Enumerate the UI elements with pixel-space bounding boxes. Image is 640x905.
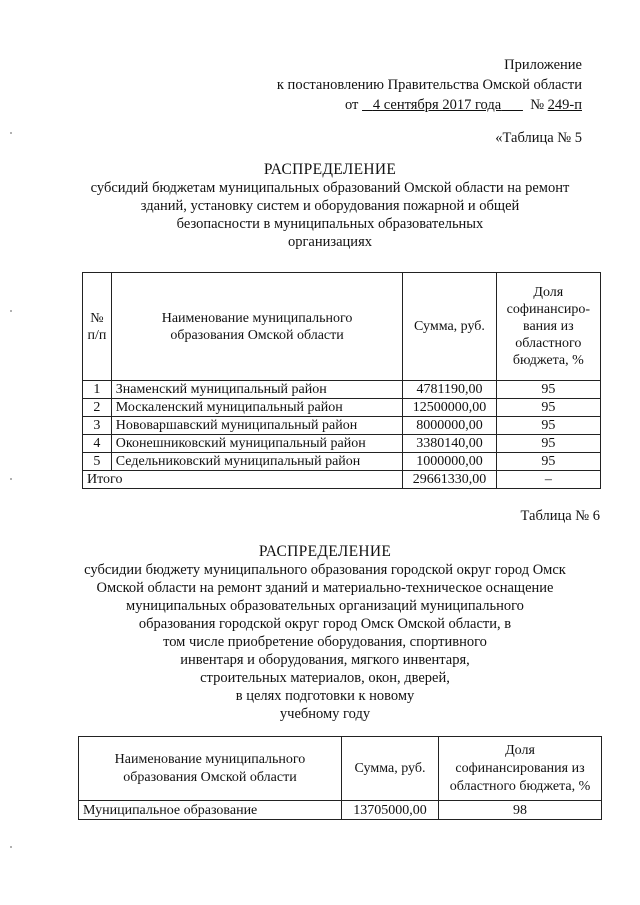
table5 <box>82 272 601 489</box>
table6-subtitle-line: муниципальных образовательных организаций муниципального <box>126 598 524 614</box>
document-header <box>277 55 582 115</box>
table-row: 1 Знаменский муниципальный район 4781190,00 95 <box>83 381 601 399</box>
table6-title: РАСПРЕДЕЛЕНИЕ <box>258 543 392 560</box>
table5-subtitle-line: субсидий бюджетам муниципальных образований Омской области на ремонт <box>90 180 570 196</box>
table-row: Муниципальное образование 13705000,00 98 <box>79 801 602 820</box>
col-name-header: Наименование муниципального образования Омской области <box>111 273 403 381</box>
table6-heading <box>60 543 590 723</box>
table6-subtitle-line: строительных материалов, окон, дверей, <box>200 670 450 686</box>
table5-label: «Таблица № 5 <box>495 130 582 146</box>
col-name-header: Наименование муниципального образования Омской области <box>79 737 342 801</box>
resolution-date: 4 сентября 2017 года <box>372 97 502 113</box>
total-label: Итого <box>83 471 403 489</box>
table6-subtitle-line: Омской области на ремонт зданий и материально-техническое оснащение <box>96 580 554 596</box>
date-number-line: от 4 сентября 2017 года № 249-п <box>345 97 582 113</box>
table5-total-row <box>83 471 601 489</box>
table6-label: Таблица № 6 <box>520 508 600 524</box>
table6-subtitle-line: том числе приобретение оборудования, спортивного <box>163 634 487 650</box>
table-row: 3 Нововаршавский муниципальный район 8000000,00 95 <box>83 417 601 435</box>
table5-subtitle-line: зданий, установку систем и оборудования пожарной и общей <box>140 198 520 214</box>
scan-speck <box>10 846 12 848</box>
col-pct-header: Доля софинансиро-вания из областного бюджета, % <box>496 273 600 381</box>
scan-speck <box>10 478 12 480</box>
table-row: 2 Москаленский муниципальный район 12500000,00 95 <box>83 399 601 417</box>
total-pct: – <box>496 471 600 489</box>
table5-heading <box>70 161 590 251</box>
table5-subtitle-line: организациях <box>287 234 372 250</box>
scan-speck <box>10 310 12 312</box>
scan-speck <box>10 132 12 134</box>
col-num-header: № п/п <box>83 273 112 381</box>
table6-subtitle-line: образования городской округ город Омск Омской области, в <box>138 616 512 632</box>
resolution-number: 249-п <box>547 97 582 113</box>
col-sum-header: Сумма, руб. <box>403 273 496 381</box>
table5-title: РАСПРЕДЕЛЕНИЕ <box>263 161 397 178</box>
table5-header-row <box>83 273 601 381</box>
col-sum-header: Сумма, руб. <box>342 737 439 801</box>
table6-subtitle-line: субсидии бюджету муниципального образования городской округ город Омск <box>84 562 566 578</box>
table6-subtitle-line: в целях подготовки к новому <box>235 688 415 704</box>
resolution-reference: к постановлению Правительства Омской области <box>276 77 582 93</box>
total-sum: 29661330,00 <box>403 471 496 489</box>
appendix-label: Приложение <box>504 57 582 73</box>
table5-subtitle-line: безопасности в муниципальных образовательных <box>176 216 484 232</box>
col-pct-header: Доля софинансирования из областного бюджета, % <box>439 737 602 801</box>
table-row: 5 Седельниковский муниципальный район 1000000,00 95 <box>83 453 601 471</box>
table-row: 4 Оконешниковский муниципальный район 3380140,00 95 <box>83 435 601 453</box>
table6-subtitle-line: учебному году <box>279 706 371 722</box>
table6-subtitle-line: инвентаря и оборудования, мягкого инвентаря, <box>180 652 470 668</box>
table6-header-row <box>79 737 602 801</box>
table6 <box>78 736 602 820</box>
